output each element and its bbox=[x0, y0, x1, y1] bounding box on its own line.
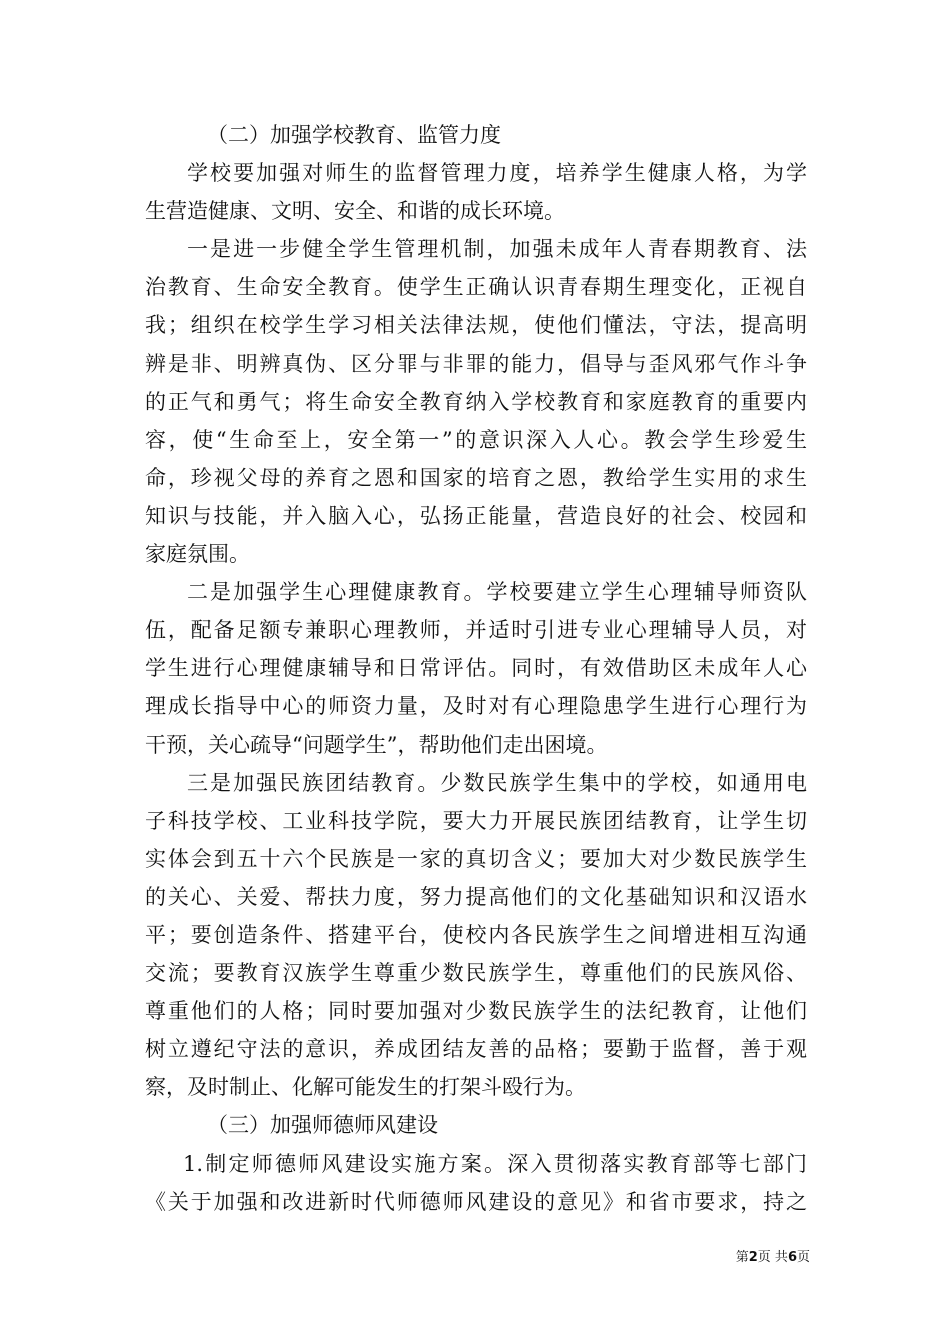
text-line: 的正气和勇气；将生命安全教育纳入学校教育和家庭教育的重要内 bbox=[145, 389, 807, 414]
text-line: 的关心、关爱、帮扶力度，努力提高他们的文化基础知识和汉语水 bbox=[145, 884, 807, 909]
text-line: 察，及时制止、化解可能发生的打架斗殴行为。 bbox=[145, 1075, 586, 1100]
text-line: 平；要创造条件、搭建平台，使校内各民族学生之间增进相互沟通 bbox=[145, 922, 807, 947]
text-line: 我；组织在校学生学习相关法律法规，使他们懂法，守法，提高明 bbox=[145, 313, 807, 338]
text-line: 辨是非、明辨真伪、区分罪与非罪的能力，倡导与歪风邪气作斗争 bbox=[145, 351, 807, 376]
text-line: 学校要加强对师生的监督管理力度，培养学生健康人格，为学 bbox=[187, 161, 807, 186]
text-line: 容，使“生命至上，安全第一”的意识深入人心。教会学生珍爱生 bbox=[145, 427, 807, 452]
text-line: 尊重他们的人格；同时要加强对少数民族学生的法纪教育，让他们 bbox=[145, 999, 807, 1024]
text-line: 二是加强学生心理健康教育。学校要建立学生心理辅导师资队 bbox=[187, 580, 807, 605]
text-line: 家庭氛围。 bbox=[145, 542, 250, 567]
text-line: 学生进行心理健康辅导和日常评估。同时，有效借助区未成年人心 bbox=[145, 656, 807, 681]
footer-prefix: 第 bbox=[735, 1250, 749, 1265]
text-line: 《关于加强和改进新时代师德师风建设的意见》和省市要求，持之 bbox=[145, 1189, 807, 1214]
text-line: 三是加强民族团结教育。少数民族学生集中的学校，如通用电 bbox=[187, 770, 807, 795]
text-line: 伍，配备足额专兼职心理教师，并适时引进专业心理辅导人员，对 bbox=[145, 618, 807, 643]
section-heading: （二）加强学校教育、监管力度 bbox=[207, 123, 501, 147]
text-line: 治教育、生命安全教育。使学生正确认识青春期生理变化，正视自 bbox=[145, 275, 807, 300]
text-line: 知识与技能，并入脑入心，弘扬正能量，营造良好的社会、校园和 bbox=[145, 503, 807, 528]
footer-current-page: 2 bbox=[748, 1250, 758, 1265]
text-line: 子科技学校、工业科技学院，要大力开展民族团结教育，让学生切 bbox=[145, 808, 807, 833]
document-body bbox=[145, 116, 807, 1221]
footer-middle: 页 共 bbox=[757, 1250, 788, 1265]
section-heading: （三）加强师德师风建设 bbox=[207, 1113, 438, 1138]
text-line: 干预，关心疏导“问题学生”，帮助他们走出困境。 bbox=[145, 732, 608, 757]
page-footer bbox=[700, 1246, 810, 1265]
text-line: 实体会到五十六个民族是一家的真切含义；要加大对少数民族学生 bbox=[145, 846, 807, 871]
text-line: 1.制定师德师风建设实施方案。深入贯彻落实教育部等七部门 bbox=[183, 1151, 807, 1176]
text-line: 一是进一步健全学生管理机制，加强未成年人青春期教育、法 bbox=[187, 237, 807, 262]
text-line: 生营造健康、文明、安全、和谐的成长环境。 bbox=[145, 199, 565, 224]
text-line: 理成长指导中心的师资力量，及时对有心理隐患学生进行心理行为 bbox=[145, 694, 807, 719]
text-line: 命，珍视父母的养育之恩和国家的培育之恩，教给学生实用的求生 bbox=[145, 465, 807, 490]
text-line: 交流；要教育汉族学生尊重少数民族学生，尊重他们的民族风俗、 bbox=[145, 961, 807, 986]
text-line: 树立遵纪守法的意识，养成团结友善的品格；要勤于监督，善于观 bbox=[145, 1037, 807, 1062]
footer-total-pages: 6 bbox=[787, 1250, 797, 1265]
footer-suffix: 页 bbox=[796, 1250, 810, 1265]
